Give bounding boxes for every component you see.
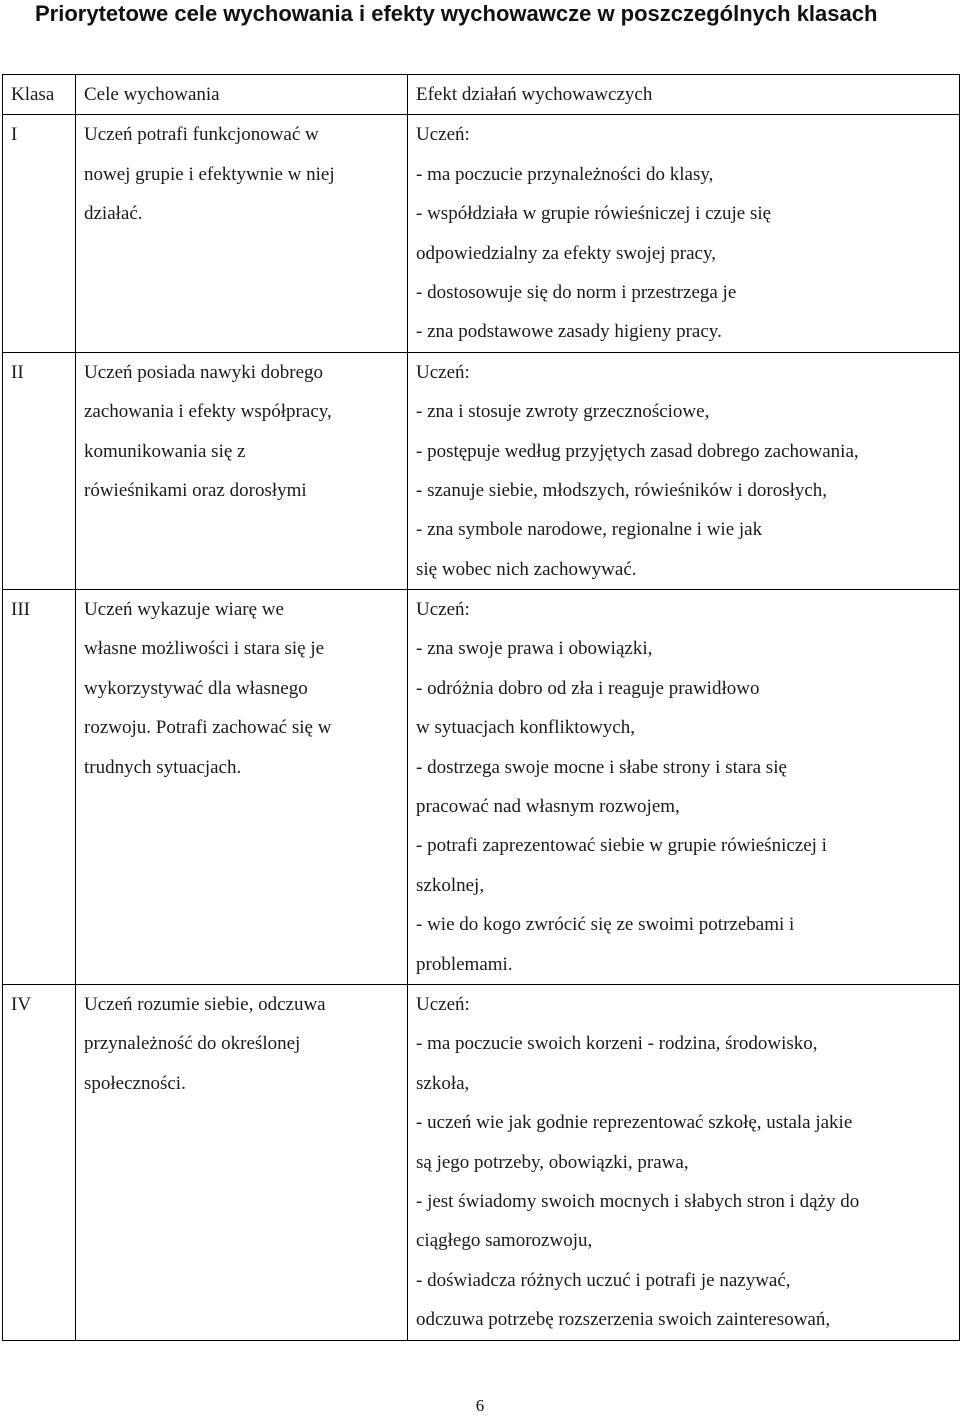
efekt-line: - zna symbole narodowe, regionalne i wie jak: [416, 519, 763, 541]
cele-line: Uczeń posiada nawyki dobrego: [84, 361, 324, 383]
efekt-line: odczuwa potrzebę rozszerzenia swoich zainteresowań,: [416, 1309, 831, 1331]
klasa-cell: [3, 352, 76, 589]
efekt-cell: [408, 590, 960, 985]
header-efekt: Efekt działań wychowawczych: [408, 75, 960, 115]
efekt-line: szkoła,: [416, 1072, 470, 1094]
efekt-line: problemami.: [416, 953, 513, 975]
cele-cell: [76, 352, 408, 589]
klasa-cell: [3, 985, 76, 1341]
efekt-line: - ma poczucie przynależności do klasy,: [416, 163, 714, 185]
cele-cell: [76, 985, 408, 1341]
efekt-line: - wie do kogo zwrócić się ze swoimi potrzebami i: [416, 914, 795, 936]
klasa-label: III: [11, 599, 30, 621]
header-cele: Cele wychowania: [76, 75, 408, 115]
efekt-line: w sytuacjach konfliktowych,: [416, 717, 635, 739]
efekt-line: odpowiedzialny za efekty swojej pracy,: [416, 242, 717, 264]
efekt-cell: [408, 115, 960, 352]
efekt-line: Uczeń:: [416, 994, 470, 1015]
cele-cell: [76, 590, 408, 985]
page-title: Priorytetowe cele wychowania i efekty wychowawcze w poszczególnych klasach: [35, 1, 878, 26]
klasa-cell: [3, 590, 76, 985]
efekt-cell: [408, 985, 960, 1341]
efekt-line: - ma poczucie swoich korzeni - rodzina, środowisko,: [416, 1033, 818, 1055]
page-number: 6: [475, 1396, 485, 1415]
efekt-line: Uczeń:: [416, 361, 470, 383]
efekt-line: - doświadcza różnych uczuć i potrafi je nazywać,: [416, 1269, 791, 1291]
efekt-line: - jest świadomy swoich mocnych i słabych stron i dąży do: [416, 1190, 860, 1212]
efekt-line: - współdziała w grupie rówieśniczej i czuje się: [416, 203, 772, 225]
efekt-line: - zna i stosuje zwroty grzecznościowe,: [416, 401, 710, 423]
cele-line: Uczeń potrafi funkcjonować w: [84, 124, 319, 146]
efekt-line: - szanuje siebie, młodszych, rówieśników i dorosłych,: [416, 479, 828, 501]
efekt-line: - dostosowuje się do norm i przestrzega je: [416, 281, 737, 303]
table-row: [3, 115, 960, 352]
klasa-label: II: [11, 361, 24, 383]
cele-cell: [76, 115, 408, 352]
cele-line: Uczeń rozumie siebie, odczuwa: [84, 994, 326, 1015]
efekt-line: - potrafi zaprezentować siebie w grupie rówieśniczej i: [416, 835, 827, 857]
efekt-line: - dostrzega swoje mocne i słabe strony i stara się: [416, 756, 787, 778]
cele-line: społeczności.: [84, 1072, 186, 1094]
efekt-line: - odróżnia dobro od zła i reaguje prawidłowo: [416, 677, 760, 699]
cele-line: nowej grupie i efektywnie w niej: [84, 163, 335, 185]
cele-line: Uczeń wykazuje wiarę we: [84, 599, 284, 621]
efekt-line: są jego potrzeby, obowiązki, prawa,: [416, 1151, 689, 1173]
efekt-line: - uczeń wie jak godnie reprezentować szkołę, ustala jakie: [416, 1112, 853, 1134]
goals-table: [2, 74, 960, 1341]
cele-line: wykorzystywać dla własnego: [84, 677, 308, 699]
cele-line: rówieśnikami oraz dorosłymi: [84, 479, 307, 501]
header-row: [3, 75, 960, 115]
efekt-line: pracować nad własnym rozwojem,: [416, 796, 680, 818]
cele-line: komunikowania się z: [84, 440, 246, 462]
efekt-line: ciągłego samorozwoju,: [416, 1230, 593, 1252]
cele-line: działać.: [84, 203, 143, 225]
klasa-cell: [3, 115, 76, 352]
cele-line: trudnych sytuacjach.: [84, 756, 242, 778]
efekt-line: Uczeń:: [416, 599, 470, 621]
table-row: [3, 590, 960, 985]
efekt-line: Uczeń:: [416, 124, 470, 146]
efekt-line: - zna podstawowe zasady higieny pracy.: [416, 321, 722, 343]
table-row: [3, 985, 960, 1341]
header-klasa: Klasa: [3, 75, 76, 115]
efekt-cell: [408, 352, 960, 589]
klasa-label: I: [11, 124, 18, 146]
cele-line: własne możliwości i stara się je: [84, 638, 325, 660]
efekt-line: - postępuje według przyjętych zasad dobrego zachowania,: [416, 440, 859, 462]
cele-line: rozwoju. Potrafi zachować się w: [84, 717, 332, 739]
efekt-line: - zna swoje prawa i obowiązki,: [416, 638, 653, 660]
efekt-line: się wobec nich zachowywać.: [416, 558, 637, 580]
table-row: [3, 352, 960, 589]
cele-line: zachowania i efekty współpracy,: [84, 401, 332, 423]
efekt-line: szkolnej,: [416, 874, 485, 896]
klasa-label: IV: [11, 994, 32, 1015]
cele-line: przynależność do określonej: [84, 1033, 301, 1055]
